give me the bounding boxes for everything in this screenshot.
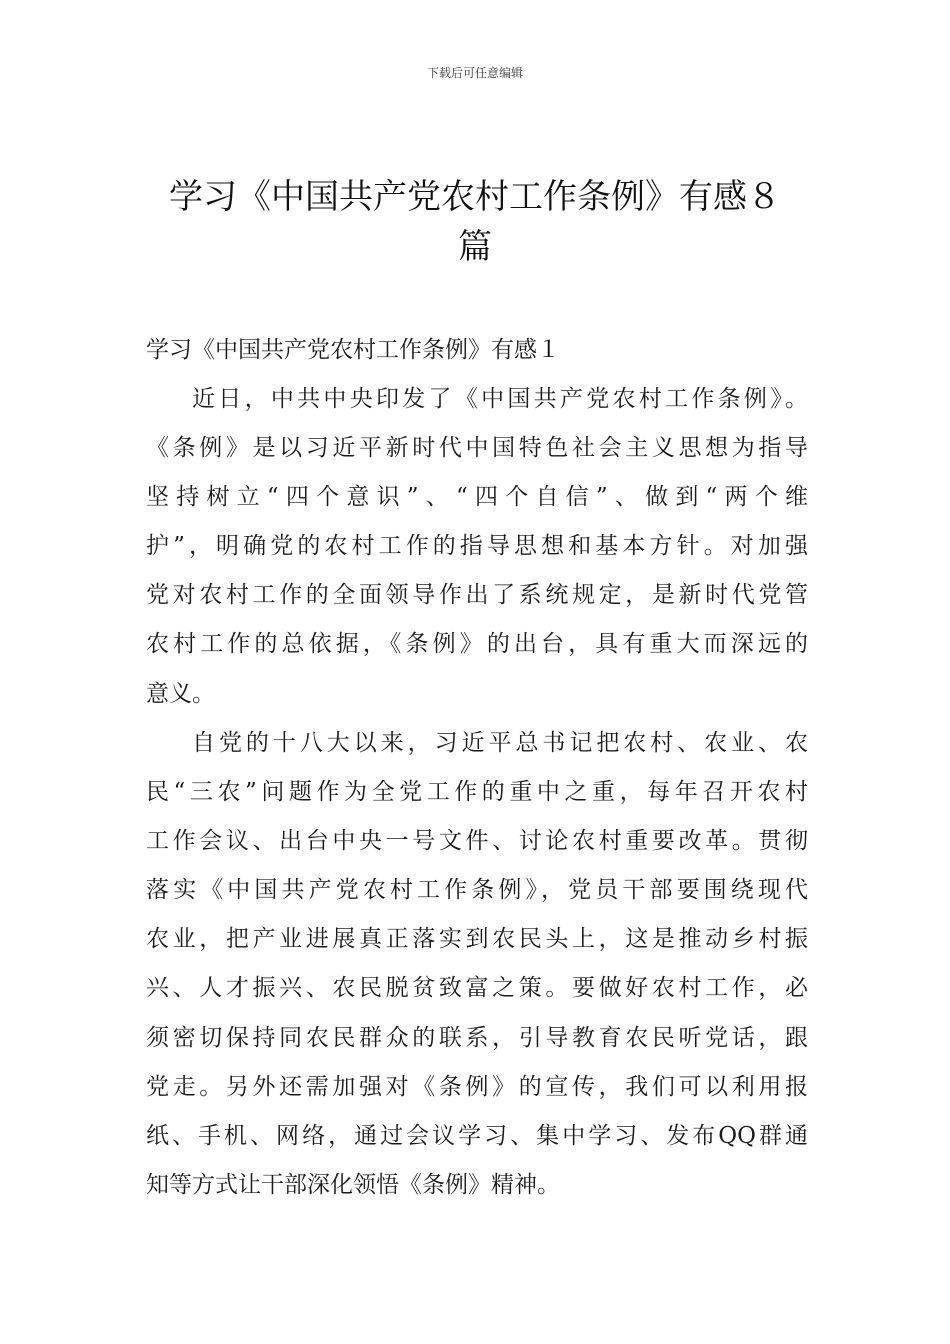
paragraph-line: 农村工作的总依据，《条例》的出台，具有重大而深远的 — [146, 631, 808, 658]
paragraph-line: 自党的十八大以来，习近平总书记把农村、农业、农 — [192, 730, 808, 756]
paragraph-line: 民“三农”问题作为全党工作的重中之重，每年召开农村 — [146, 779, 808, 806]
paragraph-1 — [146, 381, 808, 725]
page-header: 下载后可任意编辑 — [426, 66, 523, 80]
paragraph-2 — [146, 725, 808, 1216]
title-line-2: 篇 — [458, 227, 492, 267]
paragraph-line: 兴、人才振兴、农民脱贫致富之策。要做好农村工作，必 — [146, 975, 808, 1002]
paragraph-line: 近日，中共中央印发了《中国共产党农村工作条例》。 — [192, 386, 808, 412]
paragraph-line: 纸、手机、网络，通过会议学习、集中学习、发布QQ群通 — [146, 1122, 808, 1149]
paragraph-line: 农业，把产业进展真正落实到农民头上，这是推动乡村振 — [146, 926, 808, 953]
paragraph-line: 知等方式让干部深化领悟《条例》精神。 — [146, 1171, 560, 1198]
paragraph-line: 《条例》是以习近平新时代中国特色社会主义思想为指导 — [146, 435, 808, 462]
paragraph-line: 须密切保持同农民群众的联系，引导教育农民听党话，跟 — [146, 1024, 808, 1051]
paragraph-line: 工作会议、出台中央一号文件、讨论农村重要改革。贯彻 — [146, 828, 808, 855]
section-subtitle: 学习《中国共产党农村工作条例》有感１ — [146, 337, 560, 363]
paragraph-line: 护”，明确党的农村工作的指导思想和基本方针。对加强 — [146, 533, 808, 560]
document-title — [150, 172, 800, 272]
paragraph-line: 落实《中国共产党农村工作条例》，党员干部要围绕现代 — [146, 877, 808, 904]
paragraph-line: 坚持树立“四个意识”、“四个自信”、做到“两个维 — [146, 484, 808, 511]
title-line-1: 学习《中国共产党农村工作条例》有感８ — [169, 177, 781, 217]
paragraph-line: 党走。另外还需加强对《条例》的宣传，我们可以利用报 — [146, 1073, 808, 1100]
paragraph-line: 党对农村工作的全面领导作出了系统规定，是新时代党管 — [146, 582, 808, 609]
paragraph-line: 意义。 — [146, 680, 215, 707]
